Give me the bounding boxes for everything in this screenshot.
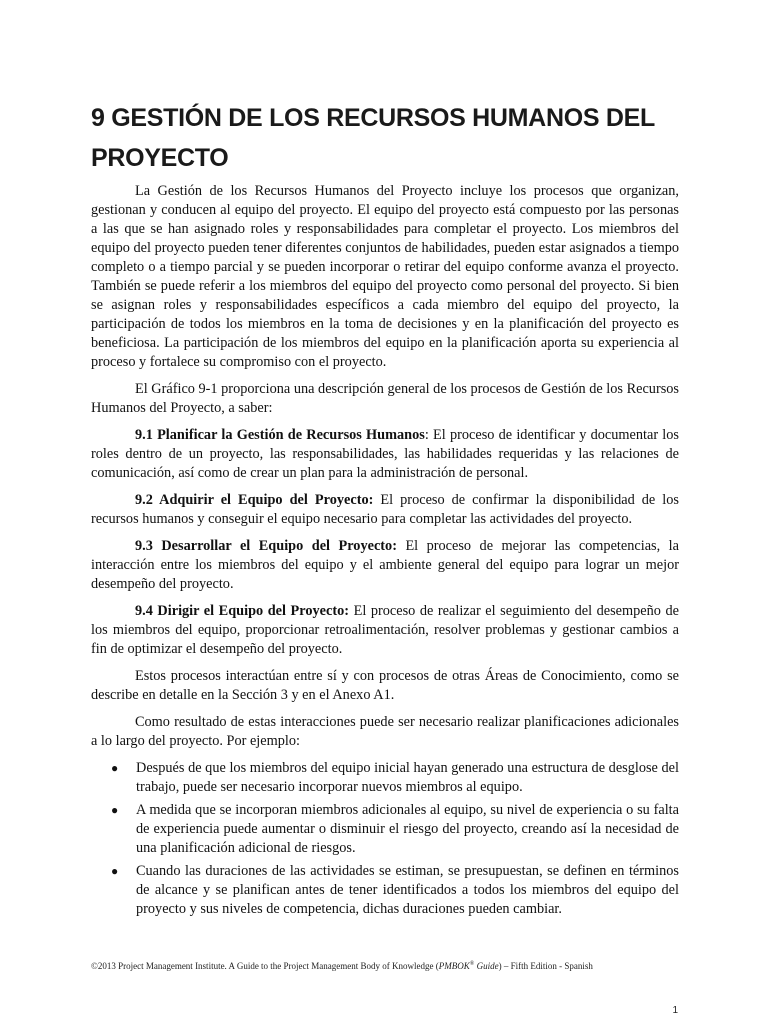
process-9-4-text: El proceso de realizar el seguimiento del desempeño de los miembros del equipo, proporcionar retroalimentación, resolver problemas y gestionar cambios a fin de optimizar el desempeño del proyecto.	[91, 603, 679, 657]
footer-copyright: ©2013 Project Management Institute. A Guide to the Project Management Body of Knowledge (	[91, 961, 439, 971]
page-number: 1	[672, 1005, 678, 1016]
process-9-2-text: El proceso de confirmar la disponibilidad de los recursos humanos y conseguir el equipo necesario para completar las actividades del proyecto.	[91, 492, 679, 527]
interaction-paragraph: Estos procesos interactúan entre sí y con procesos de otras Áreas de Conocimiento, como se describe en detalle en la Sección 3 y en el Anexo A1.	[91, 668, 679, 703]
bullet-icon: ●	[111, 803, 119, 817]
process-9-2	[91, 491, 679, 529]
bullet-text: A medida que se incorporan miembros adicionales al equipo, su nivel de experiencia o su falta de experiencia puede aumentar o disminuir el riesgo del proyecto, creando así la necesidad de una planificación adicional de riesgos.	[136, 802, 679, 856]
process-9-1-sep: :	[424, 427, 429, 443]
process-9-4-title: 9.4 Dirigir el Equipo del Proyecto:	[135, 603, 350, 619]
footer-edition: ) – Fifth Edition - Spanish	[498, 961, 593, 971]
chapter-title-line-2: PROYECTO	[91, 144, 229, 172]
document-body	[91, 182, 679, 923]
page-footer	[91, 961, 691, 971]
example-bullet-list	[91, 759, 679, 919]
process-9-3-text: El proceso de mejorar las competencias, la interacción entre los miembros del equipo y el ambiente general del equipo para lograr un mejor desempeño del proyecto.	[91, 538, 679, 592]
list-item	[91, 759, 679, 797]
bullet-icon: ●	[111, 864, 119, 878]
intro-paragraph: La Gestión de los Recursos Humanos del Proyecto incluye los procesos que organizan, gestionan y conducen al equipo del proyecto. El equipo del proyecto está compuesto por las personas a las que se han asignado roles y responsabilidades para completar el proyecto. Los miembros del equipo del proyecto pueden tener diferentes conjuntos de habilidades, pueden estar asignados a tiempo completo o a tiempo parcial y se pueden incorporar o retirar del equipo conforme avanza el proyecto. También se puede referir a los miembros del equipo del proyecto como personal del proyecto. Si bien se asignan roles y responsabilidades específicos a cada miembro del equipo del proyecto, la participación de todos los miembros en la toma de decisiones y en la planificación del proyecto es beneficiosa. La participación de los miembros del equipo en la planificación aporta su experiencia al proceso y fortalece su compromiso con el proyecto.	[91, 183, 679, 370]
process-9-1-text: El proceso de identificar y documentar los roles dentro de un proyecto, las responsabilidades, las habilidades requeridas y las relaciones de comunicación, así como de crear un plan para la administración de personal.	[91, 427, 679, 481]
process-9-1	[91, 426, 679, 483]
list-item	[91, 862, 679, 919]
overview-paragraph: El Gráfico 9-1 proporciona una descripción general de los procesos de Gestión de los Recursos Humanos del Proyecto, a saber:	[91, 381, 679, 416]
chapter-title	[91, 98, 691, 178]
process-9-1-title: 9.1 Planificar la Gestión de Recursos Humanos	[135, 427, 425, 443]
bullet-text: Cuando las duraciones de las actividades se estiman, se presupuestan, se definen en términos de alcance y se planifican antes de tener identificados a todos los miembros del equipo del proyecto y sus niveles de competencia, dichas duraciones pueden cambiar.	[136, 863, 679, 917]
process-9-3-title: 9.3 Desarrollar el Equipo del Proyecto:	[135, 538, 397, 554]
process-9-3	[91, 537, 679, 594]
list-item	[91, 801, 679, 858]
footer-guide-name: PMBOK	[438, 961, 470, 971]
bullet-text: Después de que los miembros del equipo inicial hayan generado una estructura de desglose del trabajo, puede ser necesario incorporar nuevos miembros al equipo.	[136, 760, 679, 795]
registered-mark: ®	[469, 961, 475, 967]
bullet-icon: ●	[111, 761, 119, 775]
footer-guide-suffix: Guide	[474, 961, 499, 971]
result-paragraph: Como resultado de estas interacciones puede ser necesario realizar planificaciones adicionales a lo largo del proyecto. Por ejemplo:	[91, 714, 679, 749]
process-9-2-title: 9.2 Adquirir el Equipo del Proyecto:	[135, 492, 374, 508]
process-9-4	[91, 602, 679, 659]
chapter-title-line-1: 9 GESTIÓN DE LOS RECURSOS HUMANOS DEL	[91, 104, 655, 132]
